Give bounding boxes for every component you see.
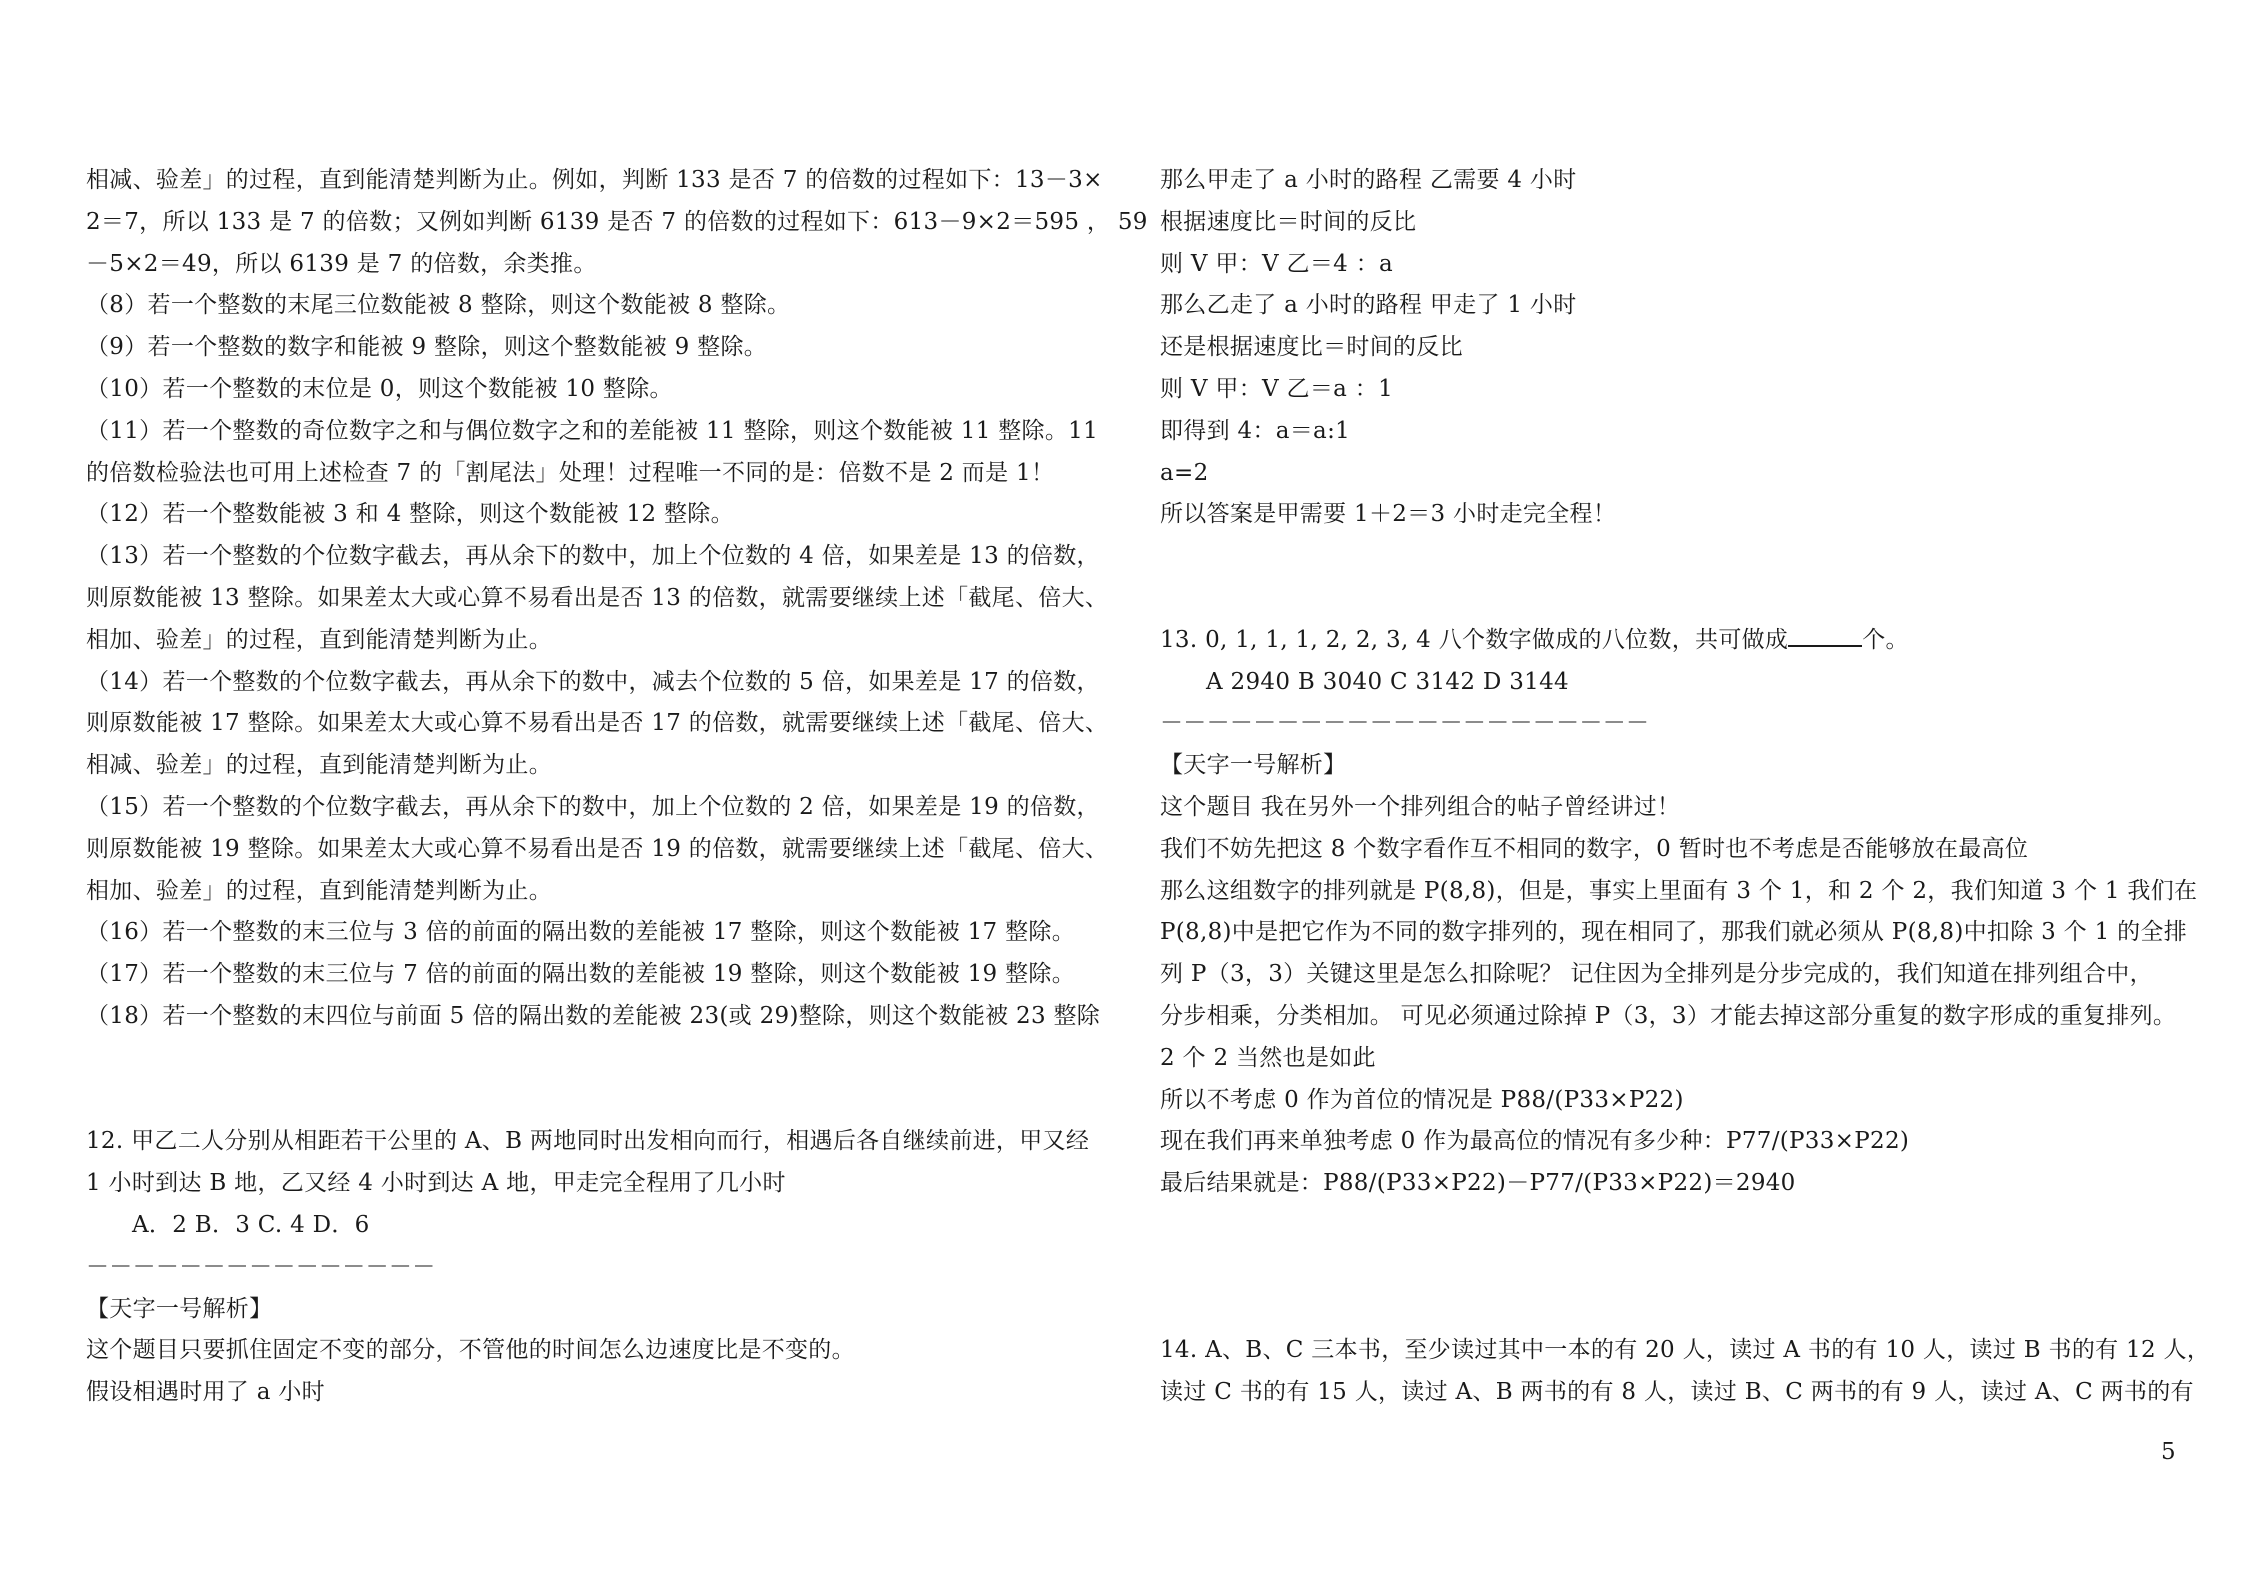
text-line: 2＝7，所以 133 是 7 的倍数；又例如判断 6139 是否 7 的倍数的过程如下：613－9×2＝595 ， 59 <box>86 208 1148 235</box>
separator: －－－－－－－－－－－－－－－ <box>86 1253 436 1280</box>
left-column <box>86 160 1148 1414</box>
analysis-line: 则 V 甲：V 乙＝4 ：a <box>1160 250 1394 277</box>
question-13-stem-end: 个。 <box>1862 626 1909 653</box>
analysis-line: 2 个 2 当然也是如此 <box>1160 1044 1376 1071</box>
text-line: 则原数能被 17 整除。如果差太大或心算不易看出是否 17 的倍数，就需要继续上述「截尾、倍大、 <box>86 710 1109 737</box>
analysis-line: 那么甲走了 a 小时的路程 乙需要 4 小时 <box>1160 167 1577 193</box>
analysis-line: 分步相乘，分类相加。 可见必须通过除掉 P（3，3）才能去掉这部分重复的数字形成的重复排列。 <box>1160 1002 2177 1029</box>
text-line: 则原数能被 13 整除。如果差太大或心算不易看出是否 13 的倍数，就需要继续上述「截尾、倍大、 <box>86 584 1109 611</box>
text-line: 相减、验差」的过程，直到能清楚判断为止。例如，判断 133 是否 7 的倍数的过程如下：13－3× <box>86 167 1103 193</box>
text-line: －5×2＝49，所以 6139 是 7 的倍数，余类推。 <box>86 250 597 277</box>
analysis-line: 现在我们再来单独考虑 0 作为最高位的情况有多少种：P77/(P33×P22) <box>1160 1128 1910 1155</box>
text-line: （17）若一个整数的末三位与 7 倍的前面的隔出数的差能被 19 整除，则这个数能被 19 整除。 <box>86 961 1075 988</box>
analysis-line: 那么乙走了 a 小时的路程 甲走了 1 小时 <box>1160 292 1577 319</box>
analysis-line: 我们不妨先把这 8 个数字看作互不相同的数字，0 暂时也不考虑是否能够放在最高位 <box>1160 835 2029 862</box>
text-line: （15）若一个整数的个位数字截去，再从余下的数中，加上个位数的 2 倍，如果差是 19 的倍数， <box>86 793 1100 820</box>
analysis-line: 根据速度比＝时间的反比 <box>1160 208 1417 235</box>
analysis-header: 【天字一号解析】 <box>1160 752 1347 779</box>
analysis-line: 即得到 4：a＝a:1 <box>1160 417 1351 444</box>
text-line: （8）若一个整数的末尾三位数能被 8 整除，则这个数能被 8 整除。 <box>86 292 791 319</box>
analysis-line: 那么这组数字的排列就是 P(8,8)，但是，事实上里面有 3 个 1，和 2 个 2，我们知道 3 个 1 我们在 <box>1160 877 2198 904</box>
analysis-line: 这个题目只要抓住固定不变的部分，不管他的时间怎么边速度比是不变的。 <box>86 1337 855 1364</box>
question-14-text: 14. A、B、C 三本书，至少读过其中一本的有 20 人，读过 A 书的有 10 人，读过 B 书的有 12 人， <box>1160 1337 2211 1364</box>
analysis-line: a=2 <box>1160 459 1209 486</box>
text-line: 相减、验差」的过程，直到能清楚判断为止。 <box>86 752 552 779</box>
text-line: 的倍数检验法也可用上述检查 7 的「割尾法」处理！过程唯一不同的是：倍数不是 2 而是 1！ <box>86 459 1055 486</box>
question-12-text: 12. 甲乙二人分别从相距若干公里的 A、B 两地同时出发相向而行，相遇后各自继续前进，甲又经 <box>86 1128 1090 1155</box>
analysis-header: 【天字一号解析】 <box>86 1295 273 1322</box>
text-line: （18）若一个整数的末四位与前面 5 倍的隔出数的差能被 23(或 29)整除，则这个数能被 23 整除 <box>86 1002 1101 1029</box>
right-column <box>1160 160 2211 1414</box>
analysis-line: 所以不考虑 0 作为首位的情况是 P88/(P33×P22) <box>1160 1086 1684 1113</box>
question-13-options: A 2940 B 3040 C 3142 D 3144 <box>1206 668 1569 695</box>
analysis-line: 则 V 甲：V 乙＝a ：1 <box>1160 375 1394 402</box>
separator: －－－－－－－－－－－－－－－－－－－－－ <box>1160 710 1650 737</box>
analysis-line: 假设相遇时用了 a 小时 <box>86 1379 325 1406</box>
text-line: （14）若一个整数的个位数字截去，再从余下的数中，减去个位数的 5 倍，如果差是 17 的倍数， <box>86 668 1100 695</box>
text-line: 相加、验差」的过程，直到能清楚判断为止。 <box>86 877 552 904</box>
analysis-line: 最后结果就是：P88/(P33×P22)－P77/(P33×P22)＝2940 <box>1160 1170 1796 1197</box>
answer-blank <box>1788 621 1862 647</box>
analysis-line: 还是根据速度比＝时间的反比 <box>1160 334 1463 361</box>
text-line: 则原数能被 19 整除。如果差太大或心算不易看出是否 19 的倍数，就需要继续上述「截尾、倍大、 <box>86 835 1109 862</box>
analysis-line: 这个题目 我在另外一个排列组合的帖子曾经讲过！ <box>1160 793 1681 820</box>
text-line: （13）若一个整数的个位数字截去，再从余下的数中，加上个位数的 4 倍，如果差是 13 的倍数， <box>86 543 1100 570</box>
question-12-options: A．2 B．3 C. 4 D．6 <box>132 1211 370 1238</box>
text-line: （11）若一个整数的奇位数字之和与偶位数字之和的差能被 11 整除，则这个数能被 11 整除。11 <box>86 417 1099 444</box>
text-line: （16）若一个整数的末三位与 3 倍的前面的隔出数的差能被 17 整除，则这个数能被 17 整除。 <box>86 919 1075 946</box>
text-line: （10）若一个整数的末位是 0，则这个数能被 10 整除。 <box>86 375 673 402</box>
text-line: （12）若一个整数能被 3 和 4 整除，则这个数能被 12 整除。 <box>86 501 734 528</box>
question-13-stem: 13. 0, 1, 1, 1, 2, 2, 3, 4 八个数字做成的八位数，共可做成 <box>1160 626 1789 653</box>
analysis-line: P(8,8)中是把它作为不同的数字排列的，现在相同了，那我们就必须从 P(8,8)中扣除 3 个 1 的全排 <box>1160 919 2188 946</box>
analysis-line: 列 P（3，3）关键这里是怎么扣除呢？ 记住因为全排列是分步完成的，我们知道在排列组合中， <box>1160 961 2153 988</box>
question-13-text <box>1160 620 2180 662</box>
question-12-text: 1 小时到达 B 地，乙又经 4 小时到达 A 地，甲走完全程用了几小时 <box>86 1170 786 1197</box>
page-number: 5 <box>2161 1439 2176 1465</box>
text-line: 相加、验差」的过程，直到能清楚判断为止。 <box>86 626 552 653</box>
question-14-text: 读过 C 书的有 15 人，读过 A、B 两书的有 8 人，读过 B、C 两书的有 9 人，读过 A、C 两书的有 <box>1160 1379 2194 1406</box>
text-line: （9）若一个整数的数字和能被 9 整除，则这个整数能被 9 整除。 <box>86 334 768 361</box>
analysis-line: 所以答案是甲需要 1＋2＝3 小时走完全程！ <box>1160 501 1617 528</box>
